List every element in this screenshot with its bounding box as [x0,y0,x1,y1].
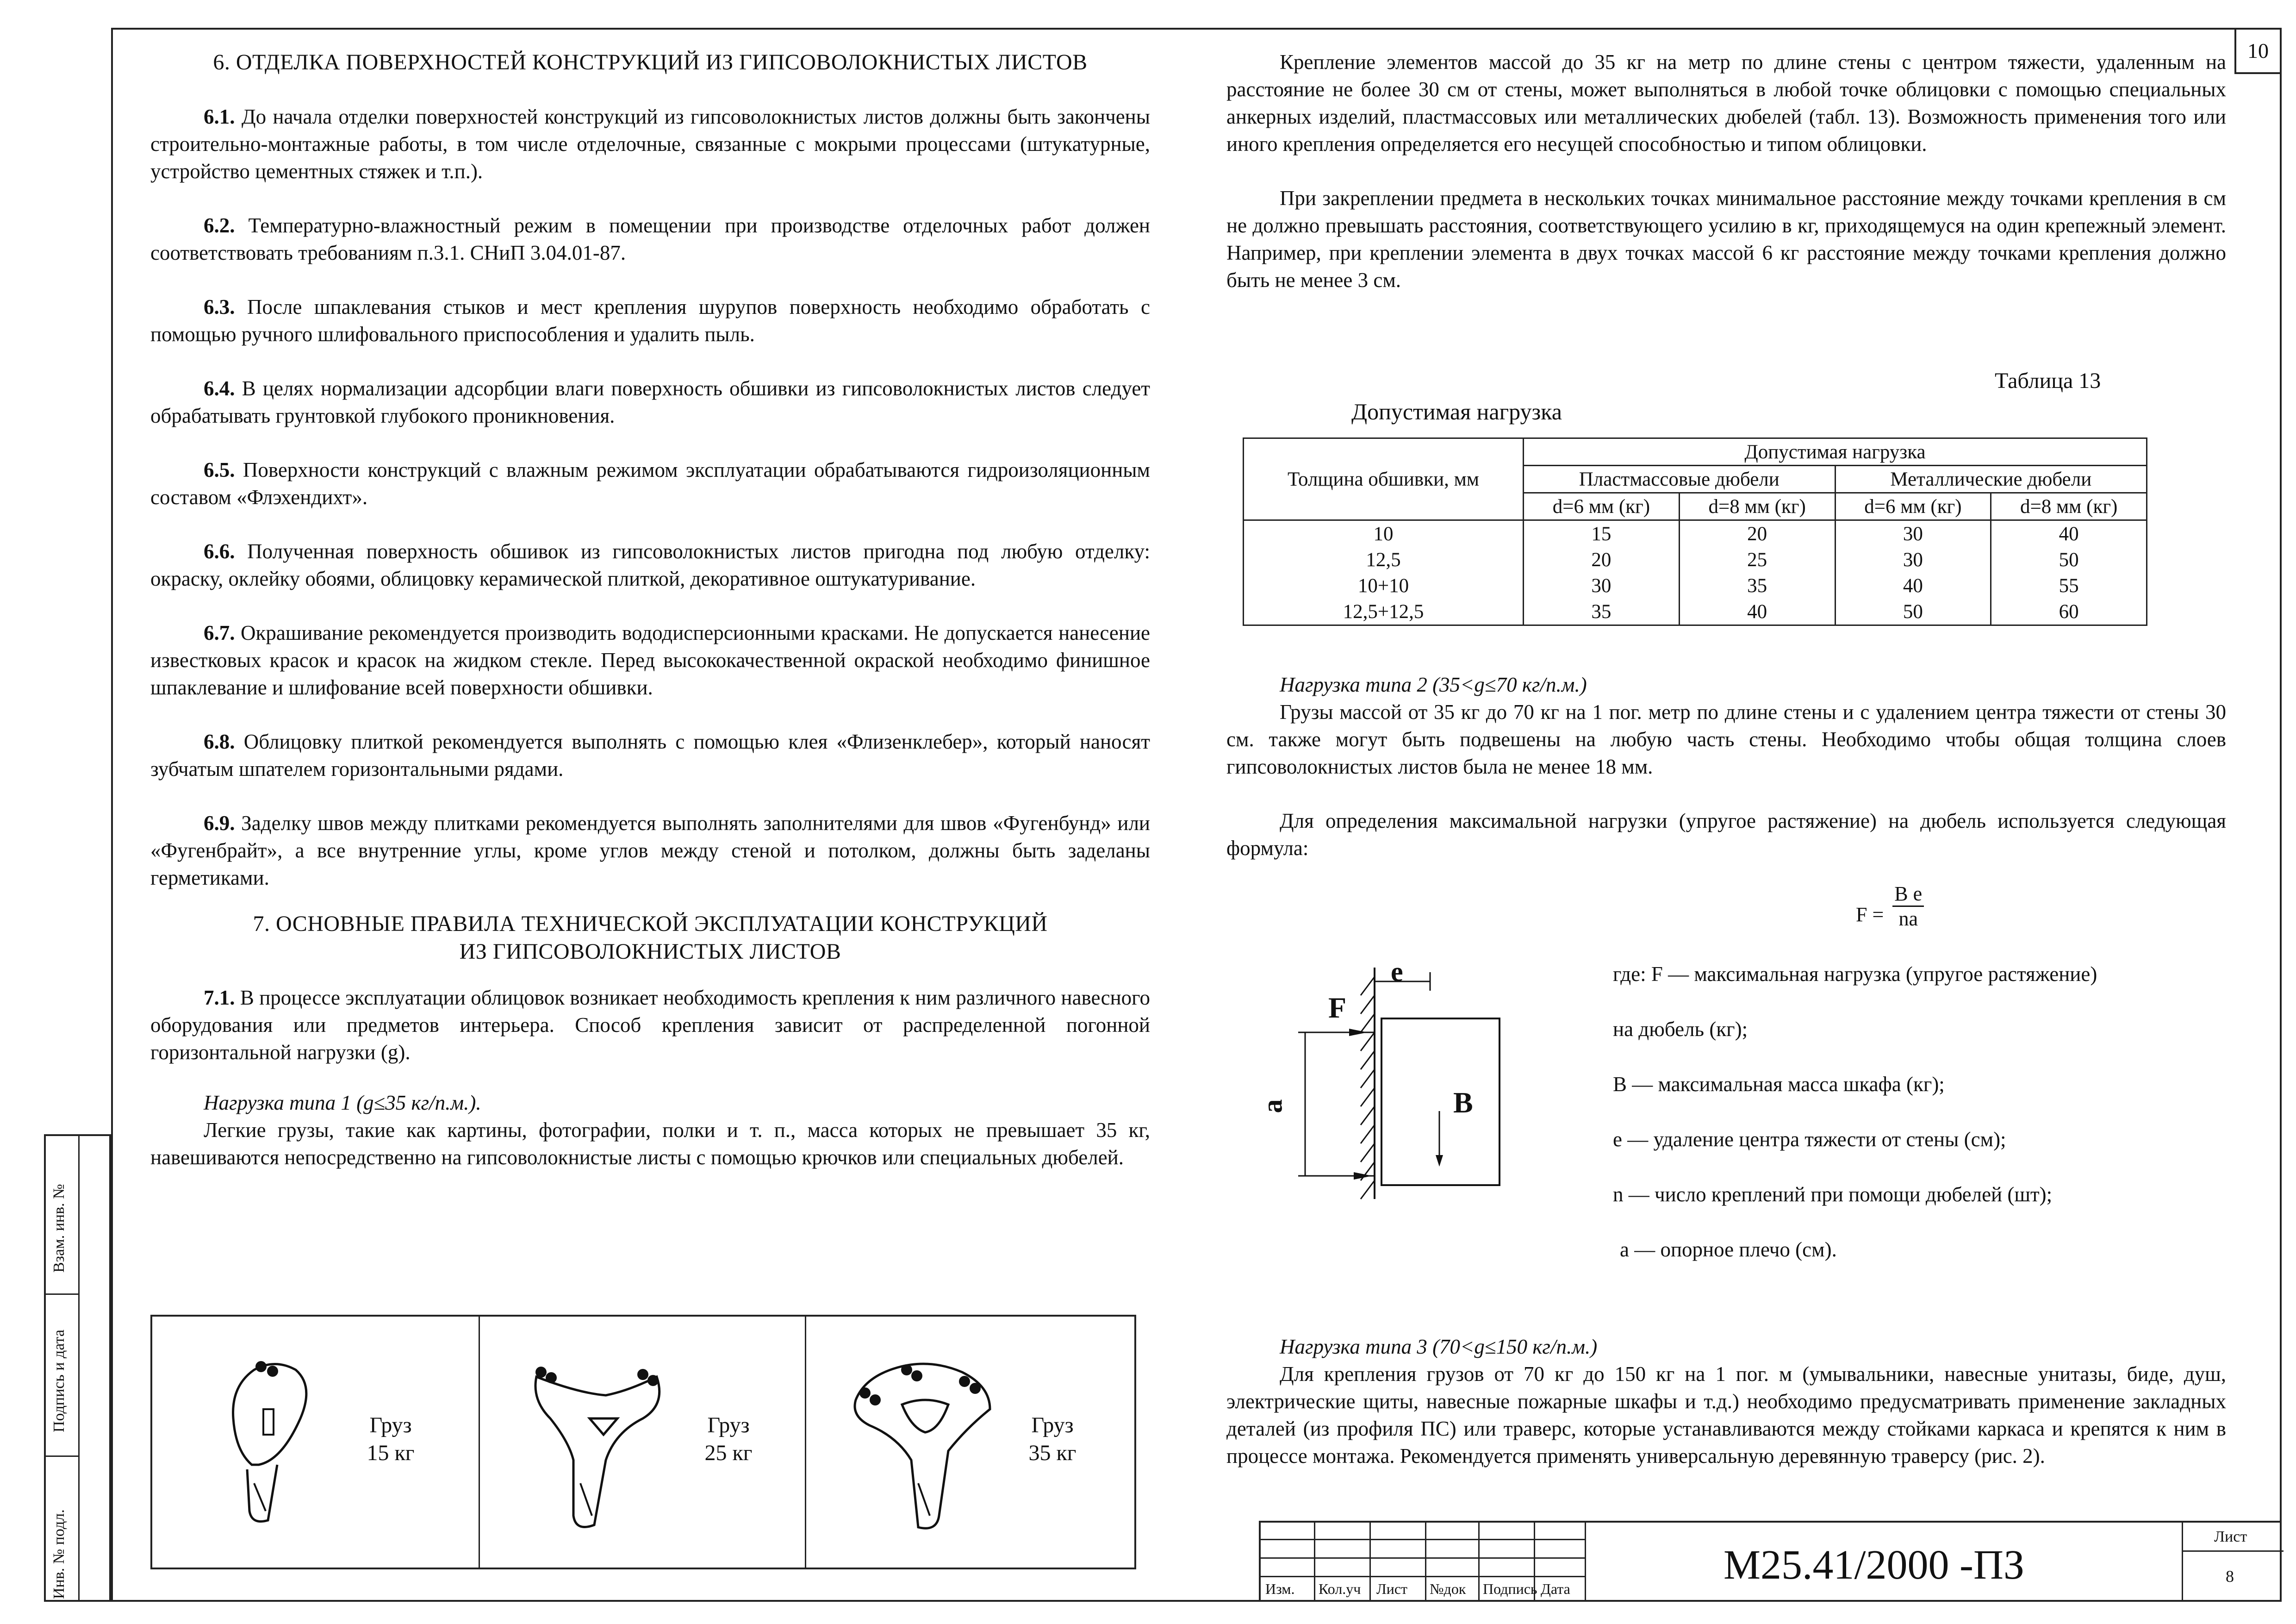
legend-line: е — удаление центра тяжести от стены (см); [1613,1128,2006,1151]
load2-block [1226,671,2226,862]
item-6-1: 6.1. До начала отделки поверхностей конструкций из гипсоволокнистых листов должны быть закончены строительно-монтажные работы, в том числе отделочные, связанные с мокрыми процессами (штукатурные, устройство цементных стяжек и т.п.). [150,105,1150,183]
load3-block [1226,1333,2226,1470]
hook2-label2: 25 кг [704,1441,753,1465]
table-header-load: Допустимая нагрузка [1524,438,2147,466]
table-13 [1243,437,2147,626]
table-title: Допустимая нагрузка [1351,399,1562,425]
right-p2: При закреплении предмета в нескольких точках минимальное расстояние между точками крепления в см не должно превышать расстояния, соответствующего усилию в кг, приходящемуся на один крепежный элемент. Например, при креплении элемента в двух точках массой 6 кг расстояние между точками крепления должно быть не менее 3 см. [1226,187,2226,292]
table-sub-header: d=6 мм (кг) [1835,493,1991,520]
table-row: 12,5 20 25 30 50 [1244,547,2147,573]
tb-col-doc: №док [1430,1580,1466,1597]
table-row: 12,5+12,5 35 40 50 60 [1244,599,2147,625]
item-6-9: 6.9. Заделку швов между плитками рекомендуется выполнять заполнителями для швов «Фугенбунд» или «Фугенбрайт», а все внутренние углы, кроме углов между стеной и потолком, должны быть заделаны герметиками. [150,812,1150,889]
hook-35kg-icon [837,1349,1022,1553]
section7-title-line2: ИЗ ГИПСОВОЛОКНИСТЫХ ЛИСТОВ [459,939,841,964]
diagram-label-a: a [1257,1099,1288,1113]
tb-col-izm: Изм. [1265,1580,1295,1597]
hooks-figure [150,1315,1136,1569]
section6-title: 6. ОТДЕЛКА ПОВЕРХНОСТЕЙ КОНСТРУКЦИЙ ИЗ ГИПСОВОЛОКНИСТЫХ ЛИСТОВ [213,50,1088,75]
diagram-label-B: B [1453,1086,1473,1119]
stamp-signature-date: Подпись и дата [50,1330,68,1432]
table-sub-header: d=8 мм (кг) [1991,493,2147,520]
table-row: 10 15 20 30 40 [1244,520,2147,547]
item-6-5: 6.5. Поверхности конструкций с влажным режимом эксплуатации обрабатываются гидроизоляционным составом «Флэхендихт». [150,458,1150,509]
legend-line: где: F — максимальная нагрузка (упругое растяжение) [1613,962,2097,986]
formula-numerator: B e [1892,882,1924,907]
table-sub-header: d=6 мм (кг) [1524,493,1680,520]
hook-15kg-icon [226,1349,347,1553]
legend-line: а — опорное плечо (см). [1620,1238,1837,1261]
load1-text: Легкие грузы, такие как картины, фотографии, полки и т. п., масса которых не превышает 35 кг, навешиваются непосредственно на гипсоволокнистые листы с помощью крючков или специальных дюбелей. [150,1118,1150,1169]
item-6-2: 6.2. Температурно-влажностный режим в помещении при производстве отделочных работ должен соответствовать требованиям п.3.1. СНиП 3.04.01-87. [150,214,1150,264]
tb-col-signature: Подпись [1483,1580,1537,1597]
formula [1856,882,1924,931]
load2-text: Грузы массой от 35 кг до 70 кг на 1 пог. метр по длине стены и с удалением центра тяжести от стены 30 см. также могут быть подвешены на любую часть стены. Необходимо чтобы общая толщина слоев гипсоволокнистых листов была не менее 18 мм. [1226,700,2226,778]
sheet-label: Лист [2214,1528,2247,1545]
hook1-label2: 15 кг [367,1441,415,1465]
cabinet-diagram [1259,958,1518,1208]
hook3-label2: 35 кг [1028,1441,1076,1465]
formula-intro: Для определения максимальной нагрузки (упругое растяжение) на дюбель используется следующая формула: [1226,809,2226,860]
load1-title: Нагрузка типа 1 (g≤35 кг/п.м.). [204,1091,481,1114]
legend-line: В — максимальная масса шкафа (кг); [1613,1073,1945,1096]
load3-title: Нагрузка типа 3 (70<g≤150 кг/п.м.) [1280,1335,1598,1358]
hook1-label1: Груз [369,1413,412,1437]
stamp-vzam-inv: Взам. инв. № [50,1184,68,1273]
formula-denominator: na [1898,907,1918,930]
page-corner-number: 10 [2234,28,2282,74]
table-header-thickness: Толщина обшивки, мм [1244,438,1524,520]
stamp-inv-no: Инв. № подл. [50,1509,68,1599]
tb-col-kol: Кол.уч [1319,1580,1361,1597]
diagram-label-e: e [1391,956,1403,987]
table-header-metal: Металлические дюбели [1835,466,2147,493]
hook-25kg-icon [518,1349,694,1553]
item-6-6: 6.6. Полученная поверхность обшивок из гипсоволокнистых листов пригодна под любую отделку: окраску, оклейку обоями, облицовку керамической плиткой, декоративное оштукатуривание. [150,540,1150,590]
item-6-4: 6.4. В целях нормализации адсорбции влаги поверхность обшивки из гипсоволокнистых листов следует обрабатывать грунтовкой глубокого проникновения. [150,377,1150,427]
tb-col-list: Лист [1376,1580,1408,1597]
tb-col-date: Дата [1541,1580,1570,1597]
hook3-label1: Груз [1031,1413,1074,1437]
hook2-label1: Груз [707,1413,750,1437]
right-column [1226,49,2226,294]
diagram-label-F: F [1328,991,1347,1024]
item-6-7: 6.7. Окрашивание рекомендуется производить вододисперсионными красками. Не допускается нанесение известковых красок и красок на жидком стекле. Перед высококачественной окраской необходимо финишное шпаклевание и шлифование всей поверхности обшивки. [150,621,1150,699]
document-code: М25.41/2000 -ПЗ [1724,1542,2025,1588]
section7-title-line1: 7. ОСНОВНЫЕ ПРАВИЛА ТЕХНИЧЕСКОЙ ЭКСПЛУАТАЦИИ КОНСТРУКЦИЙ [253,912,1048,936]
formula-legend [1613,947,2097,1277]
item-6-3: 6.3. После шпаклевания стыков и мест крепления шурупов поверхность необходимо обработать с помощью ручного шлифовального приспособления и удалить пыль. [150,295,1150,346]
item-7-1: 7.1. В процессе эксплуатации облицовок возникает необходимость крепления к ним различного навесного оборудования или предметов интерьера. Способ крепления зависит от распределенной погонной горизонтальной нагрузки (g). [150,986,1151,1064]
right-p1: Крепление элементов массой до 35 кг на метр по длине стены с центром тяжести, удаленным на расстояние не более 30 см от стены, может выполняться в любой точке облицовки с помощью специальных анкерных изделий, пластмассовых или металлических дюбелей (табл. 13). Возможность применения того или иного крепления определяется его несущей способностью и типом облицовки. [1226,50,2226,156]
sheet-number: 8 [2226,1567,2234,1586]
table-number: Таблица 13 [1995,369,2101,393]
legend-line: n — число креплений при помощи дюбелей (шт); [1613,1183,2053,1206]
title-block [1259,1521,2282,1602]
formula-lhs: F = [1856,903,1884,926]
table-sub-header: d=8 мм (кг) [1679,493,1835,520]
load3-text: Для крепления грузов от 70 кг до 150 кг на 1 пог. м (умывальники, навесные унитазы, биде, душ, электрические щиты, навесные пожарные шкафы и т.д.) необходимо предусматривать применение закладных деталей (из профиля ПС) или траверс, которые устанавливаются между стойками каркаса и крепятся к ним в процессе монтажа. Рекомендуется применять универсальную деревянную траверсу (рис. 2). [1226,1362,2226,1468]
item-6-8: 6.8. Облицовку плиткой рекомендуется выполнять с помощью клея «Флизенклебер», который наносят зубчатым шпателем горизонтальными рядами. [150,730,1151,781]
stamp-strip [44,1134,111,1602]
table-row: 10+10 30 35 40 55 [1244,573,2147,599]
legend-line: на дюбель (кг); [1613,1018,1748,1041]
load2-title: Нагрузка типа 2 (35<g≤70 кг/п.м.) [1280,673,1587,696]
left-column [150,49,1150,1171]
table-header-plastic: Пластмассовые дюбели [1524,466,1836,493]
